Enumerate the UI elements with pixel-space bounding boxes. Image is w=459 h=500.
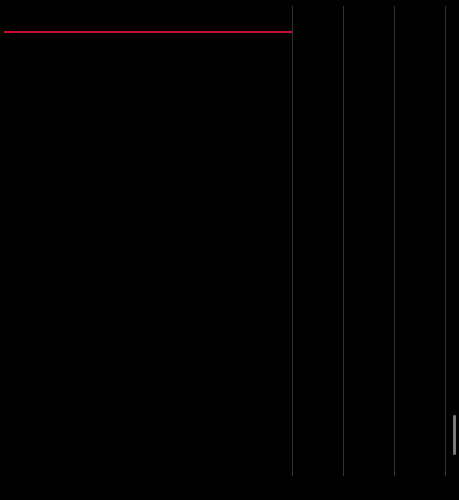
column-divider — [292, 6, 293, 476]
column-divider — [394, 6, 395, 476]
scrollbar-thumb[interactable] — [453, 415, 456, 455]
column-divider — [445, 6, 446, 476]
title-underline — [4, 31, 292, 33]
column-divider — [343, 6, 344, 476]
table-header — [0, 0, 459, 34]
